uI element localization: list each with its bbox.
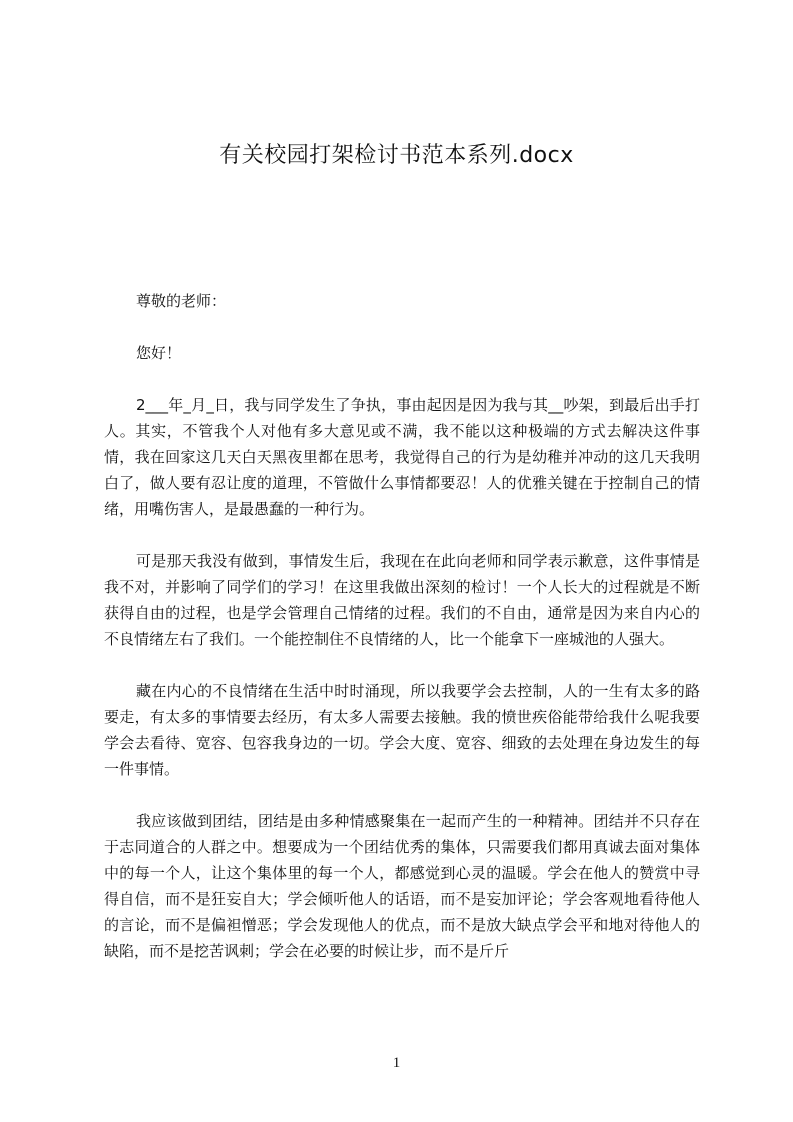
document-title: 有关校园打架检讨书范本系列.docx (219, 143, 574, 168)
paragraph: 我应该做到团结，团结是由多种情感聚集在一起而产生的一种精神。团结并不只存在于志同道合的人群之中。想要成为一个团结优秀的集体，只需要我们都用真诚去面对集体中的每一个人，让这个集体里的每一个人，都感觉到心灵的温暖。学会在他人的赞赏中寻得自信，而不是狂妄自大；学会倾听他人的话语，而不是妄加评论；学会客观地看待他人的言论，而不是偏袒憎恶；学会发现他人的优点，而不是放大缺点学会平和地对待他人的缺陷，而不是挖苦讽刺；学会在必要的时候让步，而不是斤斤 (104, 812, 700, 960)
document-body (104, 288, 700, 990)
salutation: 尊敬的老师： (136, 292, 227, 310)
paragraph: 藏在内心的不良情绪在生活中时时涌现，所以我要学会去控制，人的一生有太多的路要走，有太多的事情要去经历，有太多人需要去接触。我的愤世疾俗能带给我什么呢我要学会去看待、宽容、包容我身边的一切。学会大度、宽容、细致的去处理在身边发生的每一件事情。 (104, 682, 700, 778)
page-number: 1 (392, 1055, 401, 1071)
paragraph: 可是那天我没有做到，事情发生后，我现在在此向老师和同学表示歉意，这件事情是我不对，并影响了同学们的学习！在这里我做出深刻的检讨！一个人长大的过程就是不断获得自由的过程，也是学会管理自己情绪的过程。我们的不自由，通常是因为来自内心的不良情绪左右了我们。一个能控制住不良情绪的人，比一个能拿下一座城池的人强大。 (104, 552, 700, 648)
greeting: 您好！ (136, 344, 182, 362)
paragraph: 2___年_月_日，我与同学发生了争执，事由起因是因为我与其__吵架，到最后出手打人。其实，不管我个人对他有多大意见或不满，我不能以这种极端的方式去解决这件事情，我在回家这几天白天黑夜里都在思考，我觉得自己的行为是幼稚并冲动的这几天我明白了，做人要有忍让度的道理，不管做什么事情都要忍！人的优雅关键在于控制自己的情绪，用嘴伤害人，是最愚蠢的一种行为。 (104, 396, 700, 518)
